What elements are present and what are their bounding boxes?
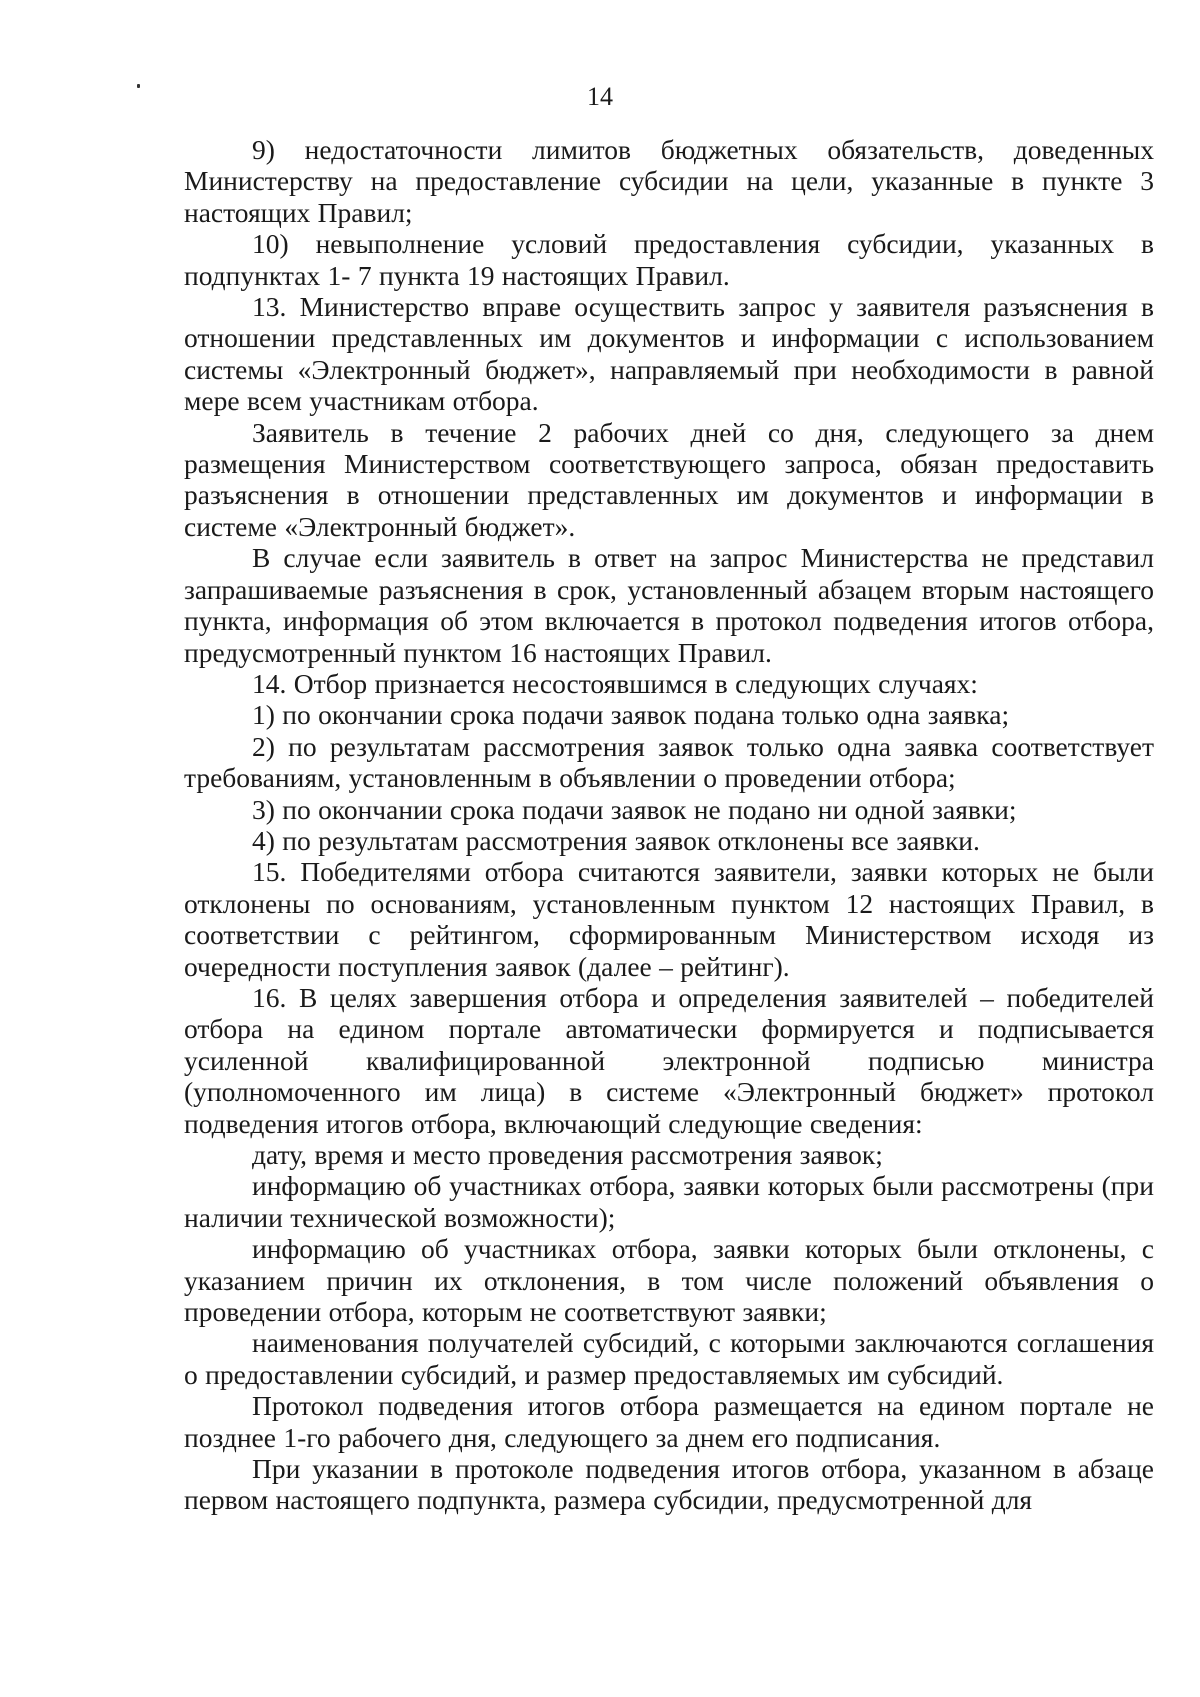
document-body bbox=[184, 134, 1154, 1516]
paragraph-clause-14-item-3: 3) по окончании срока подачи заявок не подано ни одной заявки; bbox=[252, 793, 1017, 825]
page-number: 14 bbox=[587, 82, 613, 111]
paragraph-clause-14: 14. Отбор признается несостоявшимся в следующих случаях: bbox=[252, 667, 978, 699]
paragraph-clause-14-item-1: 1) по окончании срока подачи заявок подана только одна заявка; bbox=[252, 699, 1010, 731]
paragraph-clause-13-third: В случае если заявитель в ответ на запрос Министерства не представил запрашиваемые разъяснения в срок, установленный абзацем вторым настоящего пункта, информация об этом включается в протокол подведения итогов отбора, предусмотренный пунктом 16 настоящих Правил. bbox=[184, 542, 1154, 668]
paragraph-clause-14-item-4: 4) по результатам рассмотрения заявок отклонены все заявки. bbox=[252, 824, 980, 856]
paragraph-clause-13-second: Заявитель в течение 2 рабочих дней со дня, следующего за днем размещения Министерством соответствующего запроса, обязан предоставить разъяснения в отношении представленных им документов и информации в системе «Электронный бюджет». bbox=[184, 416, 1154, 542]
paragraph-clause-13: 13. Министерство вправе осуществить запрос у заявителя разъяснения в отношении представленных им документов и информации с использованием системы «Электронный бюджет», направляемый при необходимости в равной мере всем участникам отбора. bbox=[184, 291, 1154, 417]
paragraph-clause-16-rejected: информацию об участниках отбора, заявки которых были отклонены, с указанием причин их отклонения, в том числе положений объявления о проведении отбора, которым не соответствуют заявки; bbox=[184, 1233, 1154, 1328]
paragraph-protocol-subsidy: При указании в протоколе подведения итогов отбора, указанном в абзаце первом настоящего подпункта, размера субсидии, предусмотренной для bbox=[184, 1453, 1154, 1516]
paragraph-clause-16-reviewed: информацию об участниках отбора, заявки которых были рассмотрены (при наличии технической возможности); bbox=[184, 1170, 1154, 1233]
paragraph-clause-16: 16. В целях завершения отбора и определения заявителей – победителей отбора на едином портале автоматически формируется и подписывается усиленной квалифицированной электронной подписью министра (уполномоченного им лица) в системе «Электронный бюджет» протокол подведения итогов отбора, включающий следующие сведения: bbox=[184, 981, 1154, 1139]
paragraph-clause-16-recipients: наименования получателей субсидий, с которыми заключаются соглашения о предоставлении субсидий, и размер предоставляемых им субсидий. bbox=[184, 1327, 1154, 1390]
paragraph-item-10: 10) невыполнение условий предоставления субсидии, указанных в подпунктах 1- 7 пункта 19 настоящих Правил. bbox=[184, 228, 1154, 291]
paragraph-clause-15: 15. Победителями отбора считаются заявители, заявки которых не были отклонены по основаниям, установленным пунктом 12 настоящих Правил, в соответствии с рейтингом, сформированным Министерством исходя из очередности поступления заявок (далее – рейтинг). bbox=[184, 856, 1154, 982]
paragraph-protocol-publication: Протокол подведения итогов отбора размещается на едином портале не позднее 1-го рабочего дня, следующего за днем его подписания. bbox=[184, 1390, 1154, 1453]
paragraph-clause-16-date: дату, время и место проведения рассмотрения заявок; bbox=[252, 1139, 883, 1170]
paragraph-clause-14-item-2: 2) по результатам рассмотрения заявок только одна заявка соответствует требованиям, установленным в объявлении о проведении отбора; bbox=[184, 730, 1154, 794]
paragraph-item-9: 9) недостаточности лимитов бюджетных обязательств, доведенных Министерству на предоставление субсидии на цели, указанные в пункте 3 настоящих Правил; bbox=[184, 134, 1154, 228]
